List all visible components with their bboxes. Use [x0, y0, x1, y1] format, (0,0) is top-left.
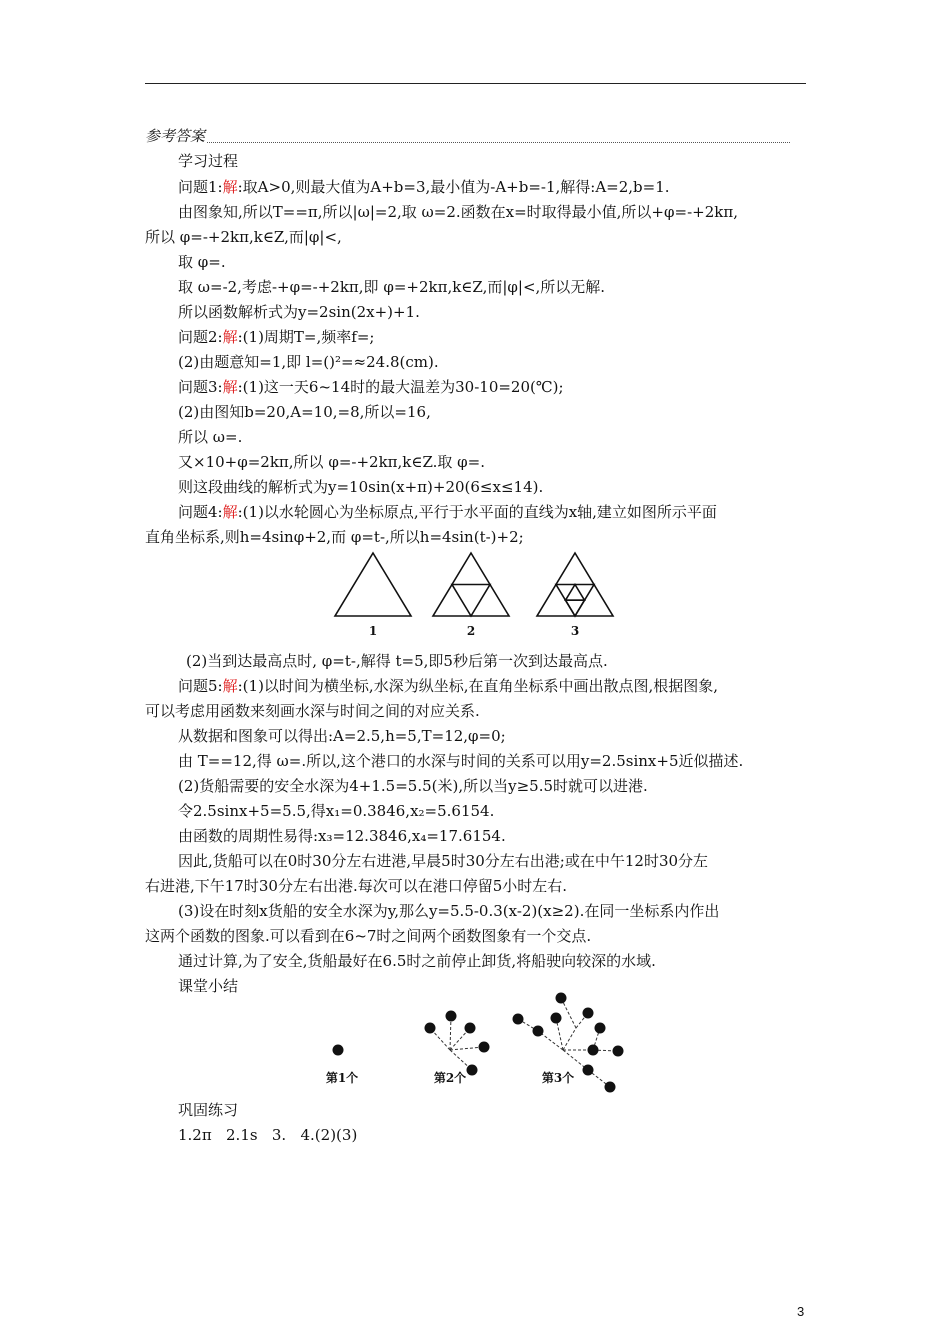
q4-line-1	[178, 502, 717, 522]
q3-line-4: 又×10+φ=2kπ,所以 φ=-+2kπ,k∈Z.取 φ=.	[178, 453, 486, 471]
q4-line-3: (2)当到达最高点时, φ=t-,解得 t=5,即5秒后第一次到达最高点.	[186, 652, 608, 670]
dot-label-2: 第2个	[433, 1071, 467, 1085]
triangle-label-3: 3	[570, 624, 580, 638]
q5-line-11: 这两个函数的图象.可以看到在6~7时之间两个函数图象有一个交点.	[145, 927, 592, 945]
q5-line-8: 因此,货船可以在0时30分左右进港,早晨5时30分左右出港;或在中午12时30分左	[178, 852, 709, 870]
q2-text-1: :(1)周期T=,频率f=;	[237, 328, 375, 346]
q1-solution-mark: 解	[222, 178, 238, 196]
q2-line-1	[178, 327, 374, 347]
triangle-stage-2	[433, 553, 509, 616]
q3-text-1: :(1)这一天6~14时的最大温差为30-10=20(℃);	[237, 378, 564, 396]
q5-line-12: 通过计算,为了安全,货船最好在6.5时之前停止卸货,将船驶向较深的水域.	[178, 952, 656, 970]
dot-stage-1	[333, 1045, 344, 1056]
q3-line-2: (2)由图知b=20,A=10,=8,所以=16,	[178, 403, 431, 421]
q4-line-2: 直角坐标系,则h=4sinφ+2,而 φ=t-,所以h=4sin(t-)+2;	[145, 528, 524, 546]
q1-text-1: :取A>0,则最大值为A+b=3,最小值为-A+b=-1,解得:A=2,b=1.	[237, 178, 670, 196]
q2-solution-mark: 解	[222, 328, 238, 346]
page-number: 3	[797, 1304, 805, 1319]
heading-dot-leader	[207, 132, 790, 143]
section-practice: 巩固练习	[178, 1101, 239, 1119]
q1-line-1	[178, 177, 670, 197]
q5-line-10: (3)设在时刻x货船的安全水深为y,那么y=5.5-0.3(x-2)(x≥2).在同一坐标系内作出	[178, 902, 720, 920]
q5-line-5: (2)货船需要的安全水深为4+1.5=5.5(米),所以当y≥5.5时就可以进港.	[178, 777, 648, 795]
triangle-label-2: 2	[466, 624, 476, 638]
q5-line-1	[178, 676, 718, 696]
triangle-stage-3	[537, 553, 613, 616]
q5-solution-mark: 解	[222, 677, 238, 695]
q3-solution-mark: 解	[222, 378, 238, 396]
q5-text-1: :(1)以时间为横坐标,水深为纵坐标,在直角坐标系中画出散点图,根据图象,	[237, 677, 719, 695]
q5-line-3: 从数据和图象可以得出:A=2.5,h=5,T=12,φ=0;	[178, 727, 506, 745]
q3-line-3: 所以 ω=.	[178, 428, 243, 446]
q5-line-2: 可以考虑用函数来刻画水深与时间之间的对应关系.	[145, 702, 480, 720]
q4-text-1: :(1)以水轮圆心为坐标原点,平行于水平面的直线为x轴,建立如图所示平面	[237, 503, 717, 521]
answers-heading	[145, 125, 790, 146]
q3-line-1	[178, 377, 564, 397]
q4-solution-mark: 解	[222, 503, 238, 521]
q5-line-7: 由函数的周期性易得:x₃=12.3846,x₄=17.6154.	[178, 827, 506, 845]
q1-line-2: 由图象知,所以T==π,所以|ω|=2,取 ω=2.函数在x=时取得最小值,所以+φ=-+2kπ,	[178, 203, 738, 221]
q5-line-9: 右进港,下午17时30分左右出港.每次可以在港口停留5小时左右.	[145, 877, 568, 895]
header-rule	[145, 83, 806, 84]
q3-label: 问题3:	[178, 378, 223, 396]
q1-line-6: 所以函数解析式为y=2sin(2x+)+1.	[178, 303, 420, 321]
q5-line-4: 由 T==12,得 ω=.所以,这个港口的水深与时间的关系可以用y=2.5sinx+5近似描述.	[178, 752, 744, 770]
q1-line-3: 所以 φ=-+2kπ,k∈Z,而|φ|<,	[145, 228, 342, 246]
triangle-stage-1	[335, 553, 411, 616]
q3-line-5: 则这段曲线的解析式为y=10sin(x+π)+20(6≤x≤14).	[178, 478, 544, 496]
q1-label: 问题1:	[178, 178, 223, 196]
section-class-summary: 课堂小结	[178, 977, 239, 995]
section-learning-process: 学习过程	[178, 152, 239, 170]
q1-line-4: 取 φ=.	[178, 253, 226, 271]
triangle-figure	[330, 548, 620, 642]
q2-label: 问题2:	[178, 328, 223, 346]
dot-stage-2	[425, 1011, 490, 1076]
dot-label-1: 第1个	[325, 1071, 359, 1085]
triangle-label-1: 1	[368, 624, 378, 638]
heading-text: 参考答案	[145, 127, 206, 145]
q2-line-2: (2)由题意知=1,即 l=()²=≈24.8(cm).	[178, 353, 439, 371]
q5-label: 问题5:	[178, 677, 223, 695]
practice-answers: 1.2π 2.1s 3. 4.(2)(3)	[178, 1126, 358, 1144]
q4-label: 问题4:	[178, 503, 223, 521]
dot-label-3: 第3个	[541, 1071, 575, 1085]
dot-pattern-figure	[318, 988, 638, 1093]
q1-line-5: 取 ω=-2,考虑-+φ=-+2kπ,即 φ=+2kπ,k∈Z,而|φ|<,所以无解.	[178, 278, 606, 296]
q5-line-6: 令2.5sinx+5=5.5,得x₁=0.3846,x₂=5.6154.	[178, 802, 495, 820]
